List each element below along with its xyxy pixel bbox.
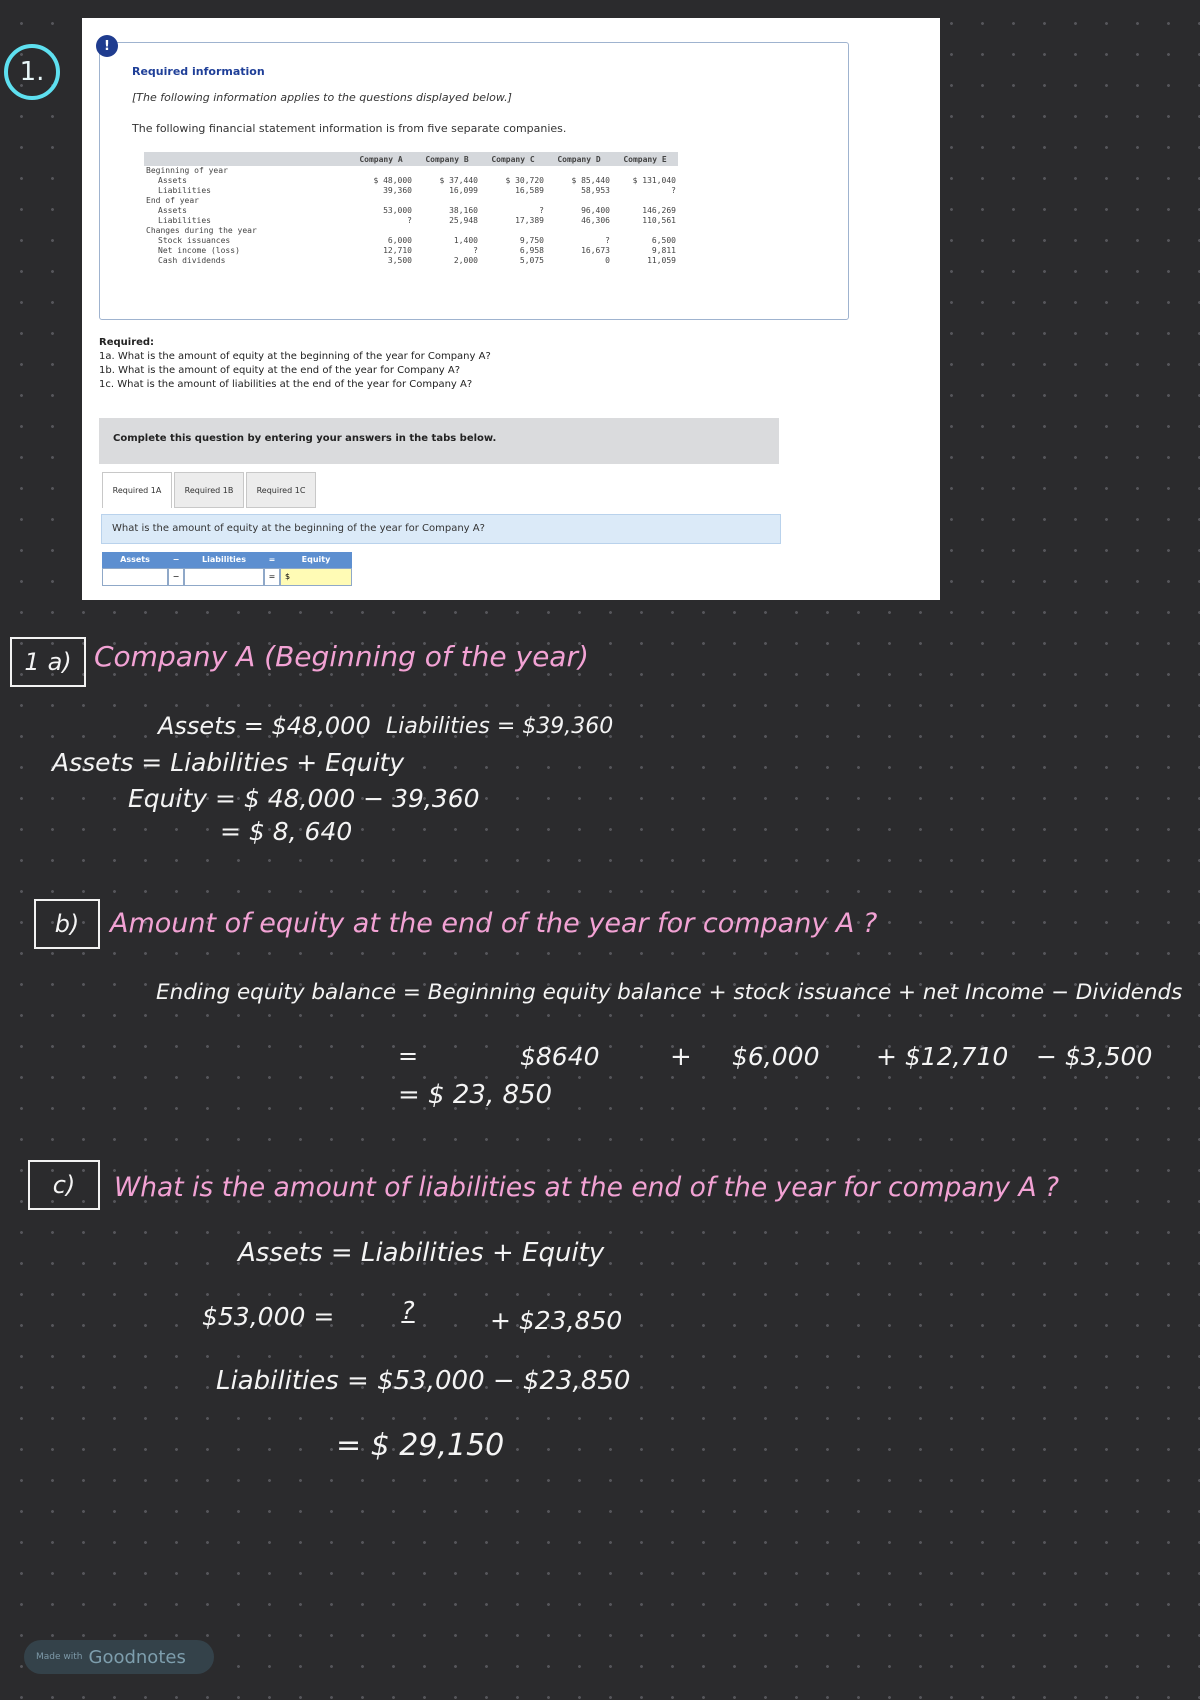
part-c-result: = $ 29,150: [336, 1428, 505, 1463]
table-cell: ?: [671, 186, 676, 195]
table-cell: [414, 166, 480, 176]
required-title: Required:: [99, 337, 155, 348]
table-cell: 11,059: [647, 256, 676, 265]
question-prompt: What is the amount of equity at the beginning of the year for Company A?: [101, 514, 781, 544]
table-cell: 146,269: [642, 206, 676, 215]
table-row: [144, 206, 678, 216]
table-cell: 6,000: [387, 236, 412, 245]
table-header-company: Company A: [348, 152, 414, 166]
part-b-plus: +: [670, 1042, 692, 1072]
part-a-label: a): [47, 648, 72, 676]
table-cell: 58,953: [581, 186, 610, 195]
accounting-equation-inputs: [102, 552, 352, 586]
row-label: Beginning of year: [146, 166, 228, 175]
table-header-company: Company D: [546, 152, 612, 166]
part-a-label-box: [10, 637, 86, 687]
row-label: Stock issuances: [158, 236, 231, 245]
required-info-title: Required information: [132, 65, 265, 78]
assets-header: Assets: [102, 552, 168, 568]
part-a-equation: Assets = Liabilities + Equity: [52, 748, 405, 777]
table-cell: [480, 196, 546, 206]
table-cell: 53,000: [383, 206, 412, 215]
part-a-title: Company A (Beginning of the year): [94, 640, 589, 673]
answer-tabs: [102, 472, 318, 508]
table-cell: [348, 166, 414, 176]
part-c-unknown: ?: [401, 1296, 415, 1325]
table-cell: 9,811: [651, 246, 676, 255]
table-row: [144, 166, 678, 176]
part-b-equals: =: [398, 1042, 419, 1070]
table-cell: [348, 196, 414, 206]
table-cell: 16,099: [449, 186, 478, 195]
table-row: [144, 246, 678, 256]
part-b-label-box: [34, 899, 100, 949]
required-information-box: [99, 42, 849, 320]
table-cell: [414, 196, 480, 206]
row-label: Liabilities: [158, 216, 211, 225]
tab-required-1a[interactable]: Required 1A: [102, 472, 172, 508]
table-cell: [348, 226, 414, 236]
part-c-equity-term: + $23,850: [490, 1306, 623, 1335]
table-cell: 9,750: [519, 236, 544, 245]
minus-sign: −: [168, 552, 184, 568]
table-cell: 5,075: [519, 256, 544, 265]
table-cell: [546, 196, 612, 206]
equals-sign: =: [264, 552, 280, 568]
financial-table: [144, 152, 678, 266]
table-cell: [480, 226, 546, 236]
equals-sign-cell: =: [264, 568, 280, 586]
part-b-beginning-equity: $8640: [520, 1042, 600, 1071]
tab-required-1c[interactable]: Required 1C: [246, 472, 316, 508]
table-cell: 110,561: [642, 216, 676, 225]
table-cell: ?: [605, 236, 610, 245]
table-cell: ?: [407, 216, 412, 225]
intro-text: The following financial statement information is from five separate companies.: [132, 122, 567, 135]
table-header-company: Company B: [414, 152, 480, 166]
table-header-company: Company C: [480, 152, 546, 166]
equity-input[interactable]: $: [280, 568, 352, 586]
row-label: Net income (loss): [158, 246, 240, 255]
part-b-label: b): [54, 910, 80, 938]
part-b-stock-issuance: $6,000: [732, 1042, 820, 1071]
required-item-1b: 1b. What is the amount of equity at the end of the year for Company A?: [99, 365, 461, 376]
row-label: End of year: [146, 196, 199, 205]
part-b-formula: Ending equity balance = Beginning equity balance + stock issuance + net Income − Dividends: [156, 980, 1183, 1005]
table-row: [144, 196, 678, 206]
row-label: Assets: [158, 206, 187, 215]
table-header-company: Company E: [612, 152, 678, 166]
part-b-title: Amount of equity at the end of the year for company A ?: [110, 908, 878, 939]
part-b-dividends: − $3,500: [1036, 1042, 1153, 1071]
table-cell: 6,958: [519, 246, 544, 255]
question-number: 1.: [4, 44, 60, 100]
assets-input[interactable]: [102, 568, 168, 586]
table-cell: [612, 166, 678, 176]
table-cell: $ 30,720: [505, 176, 544, 185]
intro-italic: [The following information applies to the questions displayed below.]: [132, 91, 512, 104]
part-c-equation: Assets = Liabilities + Equity: [238, 1238, 605, 1268]
table-cell: [414, 226, 480, 236]
table-cell: 17,389: [515, 216, 544, 225]
table-cell: [612, 196, 678, 206]
table-row: [144, 216, 678, 226]
row-label: Cash dividends: [158, 256, 226, 265]
made-with-text: Made with: [36, 1652, 83, 1662]
complete-instructions: Complete this question by entering your answers in the tabs below.: [99, 418, 779, 464]
table-cell: 39,360: [383, 186, 412, 195]
tab-required-1b[interactable]: Required 1B: [174, 472, 244, 508]
liabilities-input[interactable]: [184, 568, 264, 586]
table-cell: ?: [473, 246, 478, 255]
part-c-title: What is the amount of liabilities at the end of the year for company A ?: [114, 1172, 1060, 1203]
table-cell: [546, 166, 612, 176]
table-cell: 1,400: [453, 236, 478, 245]
table-cell: [546, 226, 612, 236]
part-a-given-liabilities: Liabilities = $39,360: [386, 714, 614, 739]
table-cell: 2,000: [453, 256, 478, 265]
table-row: [144, 256, 678, 266]
goodnotes-badge: [24, 1640, 214, 1674]
required-section: [99, 336, 491, 392]
table-cell: $ 37,440: [439, 176, 478, 185]
liabilities-header: Liabilities: [184, 552, 264, 568]
table-cell: 38,160: [449, 206, 478, 215]
required-item-1c: 1c. What is the amount of liabilities at the end of the year for Company A?: [99, 379, 473, 390]
table-cell: 16,589: [515, 186, 544, 195]
table-cell: 96,400: [581, 206, 610, 215]
table-cell: 25,948: [449, 216, 478, 225]
part-c-liabilities-calc: Liabilities = $53,000 − $23,850: [216, 1366, 631, 1396]
info-icon: !: [96, 35, 118, 57]
goodnotes-logo-text: Goodnotes: [88, 1646, 186, 1668]
part-c-assets-eq: $53,000 =: [202, 1302, 335, 1331]
table-row: [144, 226, 678, 236]
table-header-blank: [144, 152, 348, 166]
problem-screenshot: [82, 18, 940, 600]
part-b-result: = $ 23, 850: [398, 1080, 553, 1110]
table-cell: 12,710: [383, 246, 412, 255]
table-row: [144, 176, 678, 186]
table-row: [144, 186, 678, 196]
row-label: Liabilities: [158, 186, 211, 195]
table-cell: $ 131,040: [632, 176, 676, 185]
table-cell: 0: [605, 256, 610, 265]
part-a-result: = $ 8, 640: [220, 817, 353, 846]
table-cell: 16,673: [581, 246, 610, 255]
equity-header: Equity: [280, 552, 352, 568]
minus-sign-cell: −: [168, 568, 184, 586]
table-cell: 46,306: [581, 216, 610, 225]
table-cell: $ 48,000: [373, 176, 412, 185]
part-b-net-income: + $12,710: [876, 1042, 1009, 1071]
part-c-label: c): [52, 1171, 76, 1199]
required-item-1a: 1a. What is the amount of equity at the beginning of the year for Company A?: [99, 351, 491, 362]
part-a-equity-calc: Equity = $ 48,000 − 39,360: [128, 784, 480, 813]
row-label: Assets: [158, 176, 187, 185]
part-a-prefix: 1: [24, 648, 40, 676]
table-cell: [612, 226, 678, 236]
table-cell: 6,500: [651, 236, 676, 245]
row-label: Changes during the year: [146, 226, 257, 235]
table-cell: $ 85,440: [571, 176, 610, 185]
part-c-label-box: [28, 1160, 100, 1210]
table-cell: ?: [539, 206, 544, 215]
table-row: [144, 236, 678, 246]
table-cell: [480, 166, 546, 176]
part-a-given-assets: Assets = $48,000: [158, 712, 371, 740]
table-cell: 3,500: [387, 256, 412, 265]
